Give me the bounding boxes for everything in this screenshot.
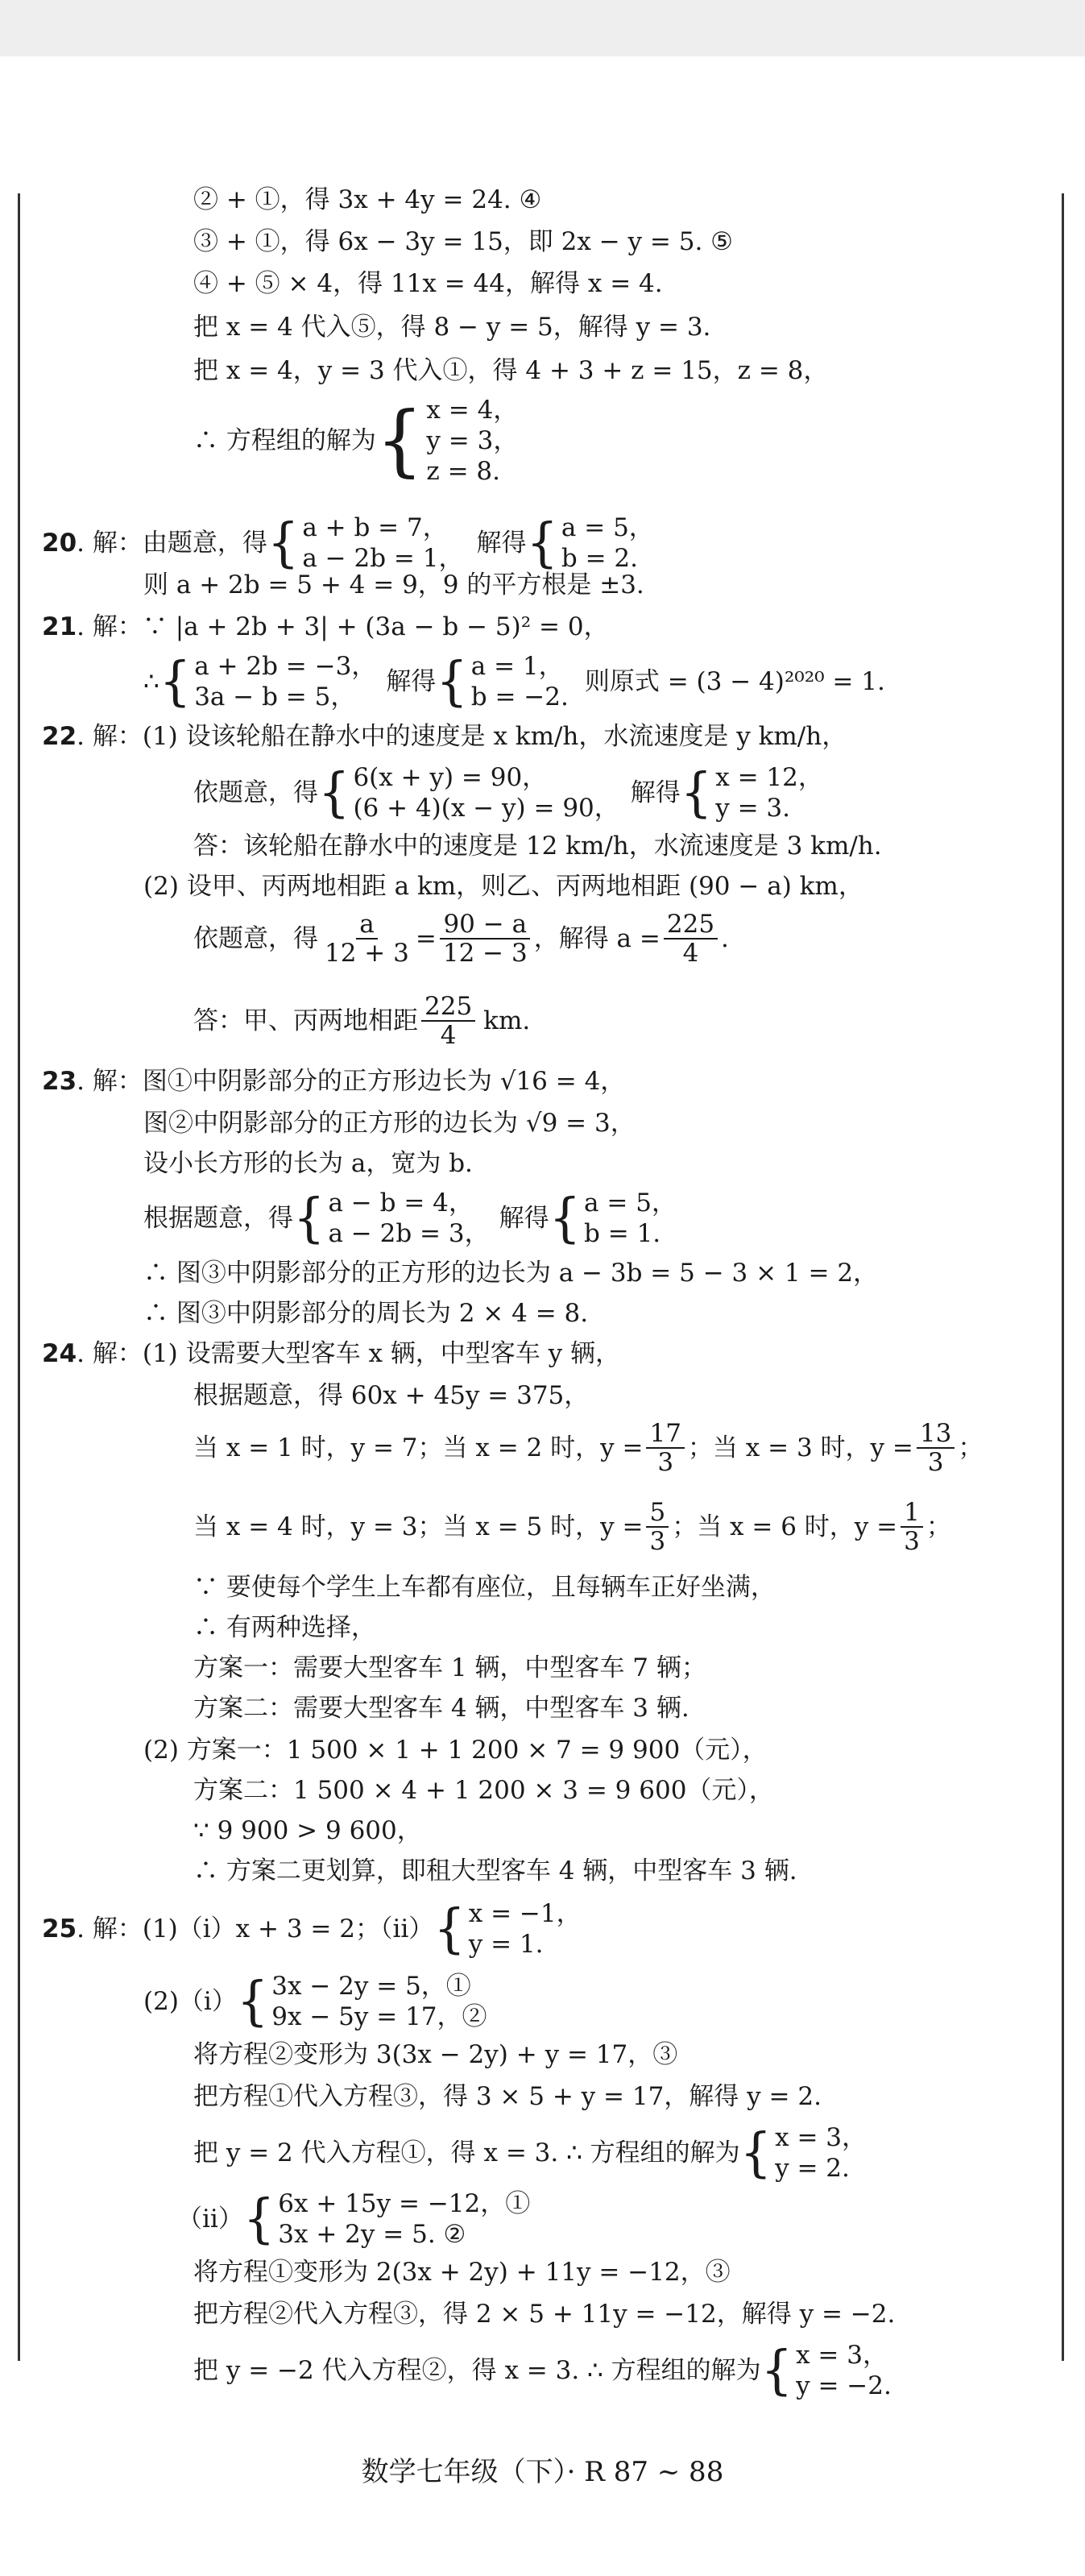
text-line: ∴ 图③中阴影部分的正方形的边长为 a − 3b = 5 − 3 × 1 = 2， [143, 1259, 879, 1288]
text-line: ④ + ⑤ × 4，得 11x = 44，解得 x = 4. [193, 269, 663, 298]
text-line: ③ + ①，得 6x − 3y = 15，即 2x − y = 5. ⑤ [193, 227, 733, 256]
numerator: 13 [917, 1420, 955, 1449]
text-span: 当 x = 1 时，y = 7；当 x = 2 时，y = [193, 1433, 644, 1462]
brace-icon: { [739, 2122, 772, 2184]
question-number: 23 [42, 1067, 77, 1096]
eq-row: a − 2b = 1， [302, 544, 464, 573]
text-span: = [415, 924, 437, 953]
denominator: 3 [649, 1527, 666, 1556]
fraction [901, 1499, 923, 1555]
fraction [664, 911, 718, 967]
brace-icon: { [680, 761, 713, 823]
text-span: . 解：(1)（ⅰ）x + 3 = 2；（ⅱ） [77, 1914, 434, 1943]
text-span: ；当 x = 6 时，y = [672, 1512, 898, 1541]
system-line [193, 2122, 867, 2184]
text-span: ； [958, 1433, 984, 1462]
text-line: 答：该轮船在静水中的速度是 12 km/h，水流速度是 3 km/h. [193, 832, 882, 861]
text-span: 依题意，得 [193, 924, 318, 953]
text-span: . 解：由题意，得 [77, 529, 267, 558]
text-span: 解得 [386, 667, 437, 696]
text-span: 把 y = 2 代入方程①，得 x = 3. ∴ 方程组的解为 [193, 2138, 740, 2167]
brace-icon: { [433, 1898, 466, 1960]
fraction-line [193, 1420, 983, 1476]
right-border-line [1062, 193, 1064, 2361]
eq-row: y = 1. [468, 1930, 544, 1959]
system-line [143, 1971, 487, 2032]
eq-row: a = 5， [584, 1188, 677, 1217]
fraction [646, 1420, 684, 1476]
numerator: 225 [664, 911, 718, 940]
brace-system [436, 651, 569, 712]
brace-system [681, 762, 823, 823]
brace-system [526, 512, 653, 574]
brace-icon: { [267, 512, 300, 574]
eq-row: x = 4， [426, 396, 519, 425]
brace-icon: { [159, 650, 192, 712]
eq-row: a = 5， [561, 513, 654, 542]
text-line: 方案二：需要大型客车 4 辆，中型客车 3 辆. [193, 1694, 690, 1723]
page-footer: 数学七年级（下）· R 87 ~ 88 [361, 2456, 724, 2488]
brace-icon: { [436, 650, 468, 712]
eq-row: b = −2. [470, 682, 569, 711]
eq-row: y = 2. [775, 2154, 850, 2183]
text-span: 答：甲、丙两地相距 [193, 1006, 418, 1035]
fraction-line [193, 1499, 951, 1555]
fraction [917, 1420, 955, 1476]
text-line: ∴ 有两种选择， [193, 1613, 376, 1642]
eq-row: (6 + 4)(x − y) = 90， [353, 794, 619, 823]
text-span: ∴ 方程组的解为 [193, 426, 376, 455]
text-line: ∴ 图③中阴影部分的周长为 2 × 4 = 8. [143, 1299, 589, 1328]
eq-row: a + b = 7， [302, 513, 448, 542]
brace-system [433, 1898, 581, 1960]
question-24 [42, 1338, 620, 1370]
question-number: 24 [42, 1339, 77, 1368]
denominator: 3 [904, 1527, 920, 1556]
eq-row: 9x − 5y = 17，② [271, 2002, 487, 2031]
question-21 [42, 611, 609, 643]
text-span: . [721, 924, 729, 953]
fraction [646, 1499, 669, 1555]
denominator: 3 [927, 1448, 944, 1477]
denominator: 3 [657, 1448, 674, 1477]
text-span: ； [926, 1512, 951, 1541]
eq-row: y = 3. [715, 794, 791, 823]
fraction-line [193, 911, 729, 967]
denominator: 4 [682, 939, 699, 968]
eq-row: z = 8. [426, 457, 500, 486]
eq-row: 6(x + y) = 90， [353, 763, 548, 792]
text-line: (2) 设甲、丙两地相距 a km，则乙、丙两地相距 (90 − a) km， [143, 872, 863, 901]
numerator: 225 [421, 993, 475, 1022]
eq-row: x = 3， [796, 2341, 888, 2370]
text-span: ；当 x = 3 时，y = [687, 1433, 913, 1462]
question-23 [42, 1065, 625, 1097]
system-line [193, 395, 518, 487]
eq-row: x = 12， [715, 763, 823, 792]
brace-system [376, 395, 518, 487]
text-span: （ⅱ） [177, 2205, 243, 2234]
text-line: 把 x = 4 代入⑤，得 8 − y = 5，解得 y = 3. [193, 313, 711, 342]
left-border-line [18, 193, 20, 2361]
text-line: 方案一：需要大型客车 1 辆，中型客车 7 辆； [193, 1653, 706, 1682]
brace-system [267, 512, 464, 574]
eq-row: 3x + 2y = 5. ② [278, 2220, 466, 2249]
brace-icon: { [236, 1970, 269, 2032]
eq-row: a + 2b = −3， [194, 652, 377, 681]
text-span: 根据题意，得 [143, 1204, 293, 1233]
text-line: ∵ 9 900 > 9 600， [193, 1816, 422, 1845]
numerator: a [356, 911, 377, 940]
denominator: 12 + 3 [325, 939, 409, 968]
system-line [143, 651, 885, 712]
text-span: 把 y = −2 代入方程②，得 x = 3. ∴ 方程组的解为 [193, 2356, 761, 2385]
numerator: 5 [646, 1499, 669, 1528]
text-line: 设小长方形的长为 a，宽为 b. [143, 1149, 473, 1178]
brace-icon: { [318, 761, 350, 823]
text-line: 根据题意，得 60x + 45y = 375， [193, 1381, 590, 1410]
system-line [193, 2340, 892, 2401]
text-span: . 解：(1) 设该轮船在静水中的速度是 x km/h，水流速度是 y km/h， [77, 722, 847, 751]
text-span: 解得 [476, 529, 527, 558]
question-22 [42, 720, 847, 753]
text-line: 方案二：1 500 × 4 + 1 200 × 3 = 9 600（元）， [193, 1776, 774, 1805]
text-span: . 解：图①中阴影部分的正方形边长为 √16 = 4， [77, 1067, 626, 1096]
text-span: 依题意，得 [193, 778, 318, 807]
fraction [440, 911, 531, 967]
brace-system [549, 1188, 677, 1249]
eq-row: a = 1， [470, 652, 564, 681]
text-line: (2) 方案一：1 500 × 1 + 1 200 × 7 = 9 900（元）， [143, 1736, 768, 1765]
question-number: 22 [42, 722, 77, 751]
eq-row: x = −1， [468, 1899, 582, 1928]
system-line [143, 1188, 677, 1249]
question-number: 20 [42, 529, 77, 558]
brace-icon: { [760, 2339, 793, 2401]
text-line: ∵ 要使每个学生上车都有座位，且每辆车正好坐满， [193, 1573, 776, 1602]
question-number: 25 [42, 1914, 77, 1943]
brace-system [318, 762, 619, 823]
fraction [321, 911, 412, 967]
numerator: 17 [646, 1420, 684, 1449]
system-line [177, 2188, 530, 2250]
text-span: 则原式 = (3 − 4)²⁰²⁰ = 1. [584, 667, 885, 696]
text-line: 则 a + 2b = 5 + 4 = 9，9 的平方根是 ±3. [143, 570, 644, 599]
eq-row: b = 1. [584, 1219, 661, 1248]
brace-system [237, 1971, 487, 2032]
numerator: 90 − a [440, 911, 530, 940]
brace-system [159, 651, 377, 712]
text-span: 当 x = 4 时，y = 3；当 x = 5 时，y = [193, 1512, 644, 1541]
text-span: . 解：(1) 设需要大型客车 x 辆，中型客车 y 辆， [77, 1339, 621, 1368]
text-span: 解得 [630, 778, 681, 807]
eq-row: 3x − 2y = 5，① [271, 1972, 471, 2001]
system-line [193, 762, 823, 823]
numerator: 1 [901, 1499, 923, 1528]
denominator: 12 − 3 [442, 939, 528, 968]
text-line: 把方程②代入方程③，得 2 × 5 + 11y = −12，解得 y = −2. [193, 2300, 896, 2329]
eq-row: y = −2. [796, 2371, 892, 2400]
eq-row: a − b = 4， [328, 1188, 474, 1217]
eq-row: y = 3， [426, 426, 519, 455]
text-line: 将方程②变形为 3(3x − 2y) + y = 17，③ [193, 2040, 678, 2069]
text-span: (2)（ⅰ） [143, 1987, 237, 2016]
text-line: ∴ 方案二更划算，即租大型客车 4 辆，中型客车 3 辆. [193, 1856, 797, 1885]
brace-system [761, 2340, 892, 2401]
text-line: 把方程①代入方程③，得 3 × 5 + y = 17，解得 y = 2. [193, 2082, 822, 2111]
top-margin-band [0, 0, 1085, 56]
brace-icon: { [293, 1187, 325, 1249]
denominator: 4 [440, 1021, 457, 1050]
text-line: 把 x = 4，y = 3 代入①，得 4 + 3 + z = 15，z = 8， [193, 356, 829, 385]
question-number: 21 [42, 612, 77, 641]
eq-row: x = 3， [775, 2123, 867, 2152]
brace-icon: { [375, 395, 424, 486]
brace-icon: { [242, 2188, 275, 2250]
text-span: ，解得 a = [533, 924, 661, 953]
text-line: 将方程①变形为 2(3x + 2y) + 11y = −12，③ [193, 2258, 731, 2287]
brace-system [740, 2122, 867, 2184]
eq-row: b = 2. [561, 544, 639, 573]
brace-system [293, 1188, 490, 1249]
question-25 [42, 1898, 582, 1960]
eq-row: 3a − b = 5， [194, 682, 356, 711]
brace-icon: { [526, 512, 558, 574]
text-span: km. [483, 1006, 531, 1035]
eq-row: 6x + 15y = −12，① [278, 2189, 531, 2218]
text-line: 图②中阴影部分的正方形的边长为 √9 = 3， [143, 1109, 636, 1138]
fraction-line [193, 993, 530, 1049]
brace-icon: { [549, 1187, 582, 1249]
eq-row: a − 2b = 3， [328, 1219, 490, 1248]
question-20 [42, 512, 654, 574]
text-span: 解得 [499, 1204, 549, 1233]
brace-system [243, 2188, 530, 2250]
text-line: ② + ①，得 3x + 4y = 24. ④ [193, 185, 542, 214]
fraction [421, 993, 475, 1049]
text-span: ∴ [143, 667, 159, 696]
text-span: . 解：∵ |a + 2b + 3| + (3a − b − 5)² = 0， [77, 612, 609, 641]
